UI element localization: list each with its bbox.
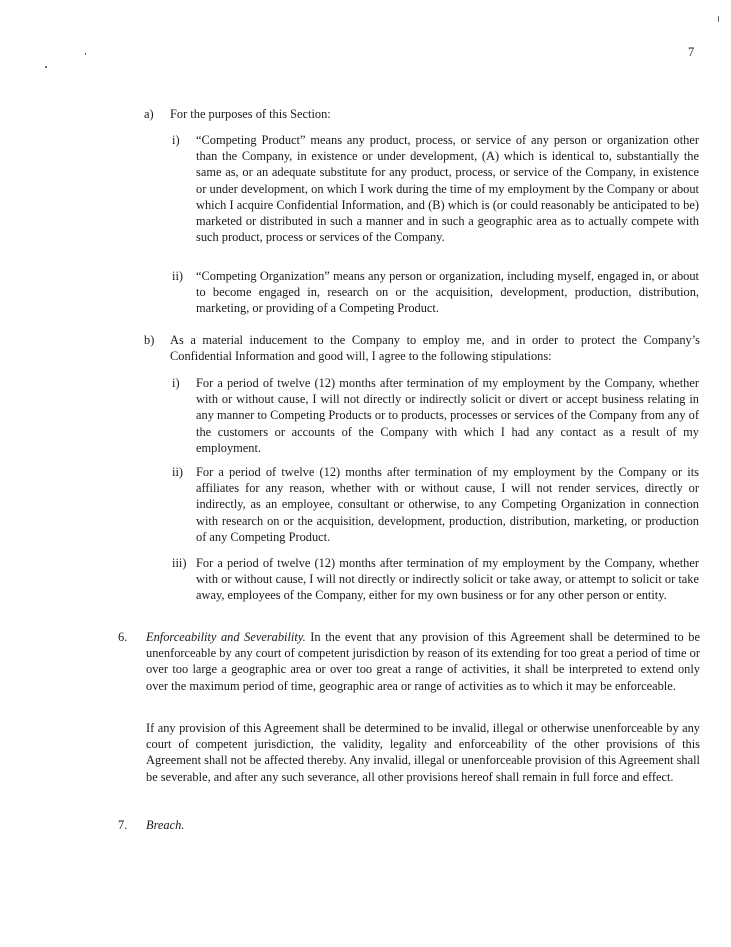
page-number: 7 <box>688 45 695 59</box>
item-marker: i) <box>172 376 180 390</box>
section-7-number: 7. <box>118 818 128 832</box>
section-b-text: As a material inducement to the Company to employ me, and in order to protect the Company’s Confidential Information and good will, I agree to the following stipulations: <box>170 333 700 364</box>
item-marker: iii) <box>172 556 187 570</box>
section-6-paragraph <box>146 629 700 694</box>
item-marker: i) <box>172 133 180 147</box>
item-text: For a period of twelve (12) months after termination of my employment by the Company, whether with or without cause, I will not directly or indirectly solicit or take away, or attempt to solicit or take away, employees of the Company, either for my own business or for any other person or entity. <box>196 556 699 603</box>
non-solicitation-of-employees <box>172 555 700 625</box>
section-6-heading: Enforceability and Severability. <box>146 630 306 644</box>
section-b-marker: b) <box>144 333 155 347</box>
item-text: For a period of twelve (12) months after termination of my employment by the Company, whether with or without cause, I will not directly or indirectly solicit or divert or accept business relating in any manner to Competing Products or to products, processes or services of the Company from any of the customers or accounts of the Company with which I had any contact as a result of my employment. <box>196 376 699 455</box>
item-marker: ii) <box>172 269 184 283</box>
item-marker: ii) <box>172 465 184 479</box>
non-solicitation-of-customers <box>172 375 700 461</box>
section-a-text: For the purposes of this Section: <box>170 107 331 121</box>
scan-speck <box>718 16 719 22</box>
section-6-second-paragraph <box>146 720 701 806</box>
section-7 <box>118 817 701 835</box>
competing-product-definition <box>172 132 700 266</box>
section-a <box>144 106 700 124</box>
section-b <box>144 332 700 368</box>
section-6-number: 6. <box>118 630 128 644</box>
section-6 <box>118 629 701 715</box>
item-text: “Competing Product” means any product, process, or service of any person or organization other than the Company, in existence or under development, (A) which is identical to, substantially the same as, or an adequate substitute for any product, process, or service of the Company, in existence or under development, on which I work during the time of my employment by the Company or about which I acquire Confidential Information, and (B) which is (or could reasonably be anticipated to be) marketed or distributed in such a manner and in such a geographic area as to actually compete with such product, process or services of the Company. <box>196 133 699 245</box>
section-6-paragraph-2: If any provision of this Agreement shall be determined to be invalid, illegal or otherwise unenforceable by any court of competent jurisdiction, the validity, legality and enforceability of the other provisions of this Agreement shall not be affected thereby. Any invalid, illegal or unenforceable provision of this Agreement shall be severable, and after any such severance, all other provisions hereof shall remain in full force and effect. <box>146 721 700 784</box>
item-text: For a period of twelve (12) months after termination of my employment by the Company or its affiliates for any reason, whether with or without cause, I will not render services, directly or indirectly, as an employee, consultant or otherwise, to any Competing Organization in connection with research on or the acquisition, development, production, distribution, marketing, or production of any Competing Product. <box>196 465 699 544</box>
scan-speck <box>45 66 47 68</box>
section-a-marker: a) <box>144 107 154 121</box>
competing-organization-definition <box>172 268 700 320</box>
section-7-heading: Breach. <box>146 818 185 832</box>
item-text: “Competing Organization” means any person or organization, including myself, engaged in, or about to become engaged in, research on or the acquisition, development, production, distribution, marketing, or providing of a Competing Product. <box>196 269 699 316</box>
non-competition-clause <box>172 464 700 550</box>
section-6-body: In the event that any provision of this Agreement shall be determined to be unenforceable by any court of competent jurisdiction by reason of its extending for too great a period of time or over too large a geographic area or over too great a range of activities, it shall be interpreted to extend only over the maximum period of time, geographic area or range of activities as to which it may be enforceable. <box>146 630 700 693</box>
scan-speck <box>85 53 86 55</box>
